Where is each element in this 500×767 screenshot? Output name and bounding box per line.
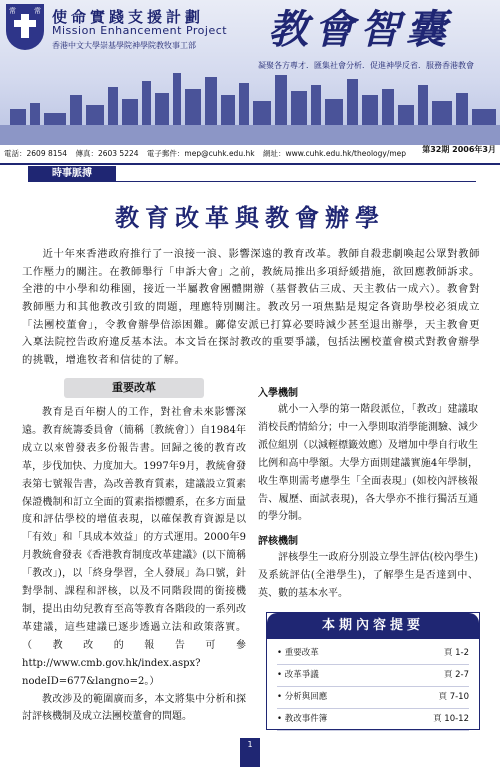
org-name-english: Mission Enhancement Project (52, 24, 228, 37)
contents-title: 本期內容提要 (267, 613, 479, 639)
header-divider (0, 163, 500, 165)
list-item[interactable] (277, 665, 469, 687)
email-address[interactable]: 電子郵件：mep@cuhk.edu.hk (146, 149, 255, 158)
right-column (258, 378, 478, 603)
cross-bar (14, 20, 36, 27)
crest-glyph-left: 常 (9, 7, 16, 15)
paragraph-key-reforms: 教育是百年樹人的工作，對社會未來影響深遠。教育統籌委員會（簡稱〔教統會〕）自1984年成立以來曾發表多份報告書。回歸之後的教育改革，步伐加快、力度加大。1997年9月，教統會發表第七號報告書，為改善教育質素，建議設立質素保證機制和訂立全面的質素指標體系，在多方面量度和評估學校的增值表現，以確保教育資源是以「有效」和「具成本效益」的方式運用。2000年9月教統會發表《香港教育制度改革建議》(以下簡稱「教改」)，以「終身學習，全人發展」為口號，針對學制、課程和評核，以及不同階段間的銜接機制，提出由幼兒教育至高等教育各階段的一系列改革建議，這些建議已逐步透過立法和政策落實。（教改的報告可參http://www.cmb.gov.hk/index.aspx?nodeID=677&langno=2。） (22, 407, 246, 687)
college-crest-icon (6, 4, 44, 50)
section-heading-admission: 入學機制 (258, 388, 298, 399)
issue-number: 32 (430, 145, 442, 154)
paragraph-admission: 就小一入學的第一階段派位，「教改」建議取消校長酌情給分；中一入學則取消學能測驗、減少派位組別（以減輕標籤效應）及增加中學自行收生比例和高中學額。大學方面則建議實施4年學制，收生準則需考慮學生「全面表現」(如校內評核報告、履歷、面試表現)，各大學亦不推行獨活互通的學分制。 (258, 404, 478, 523)
section-heading-assessment: 評核機制 (258, 536, 298, 548)
newsletter-title: 教會智囊 (268, 6, 452, 53)
contents-item-label: • 重要改革 (277, 643, 319, 664)
contents-item-page: 頁 7-10 (438, 692, 469, 702)
paragraph-scope: 教改涉及的範圍廣而多，本文將集中分析和探討評核機制及成立法團校董會的問題。 (22, 693, 246, 723)
issue-date: 2006年3月 (452, 145, 496, 154)
page-number: 1 (240, 738, 260, 767)
tagline: 凝聚各方專才．匯集社會分析．促進神學反省．服務香港教會 (258, 61, 474, 70)
website-url[interactable]: 網址：www.cuhk.edu.hk/theology/mep (262, 149, 407, 158)
contents-box (266, 612, 480, 730)
list-item[interactable] (277, 709, 469, 731)
crest-glyph-right: 常 (34, 7, 41, 15)
contents-item-page: 頁 1-2 (443, 648, 469, 658)
contents-item-label: • 分析與回應 (277, 687, 327, 708)
phone-number: 電話：2609 8154 (4, 149, 68, 158)
contents-item-page: 頁 10-12 (433, 714, 469, 724)
contents-list (267, 639, 479, 731)
section-rule (116, 181, 476, 182)
list-item[interactable] (277, 643, 469, 665)
contents-item-label: • 教改事件簿 (277, 709, 327, 730)
org-name-chinese: 使命實踐支援計劃 (52, 8, 205, 26)
fax-number: 傳真：2603 5224 (75, 149, 139, 158)
section-heading-key-reforms: 重要改革 (64, 378, 204, 398)
masthead-banner (0, 0, 500, 145)
issue-suffix: 期 (441, 145, 450, 154)
issue-info (422, 144, 496, 155)
contents-item-page: 頁 2-7 (443, 670, 469, 680)
issue-prefix: 第 (422, 145, 431, 154)
paragraph-assessment: 評核學生一政府分別設立學生評估(校內學生)及系統評估(全港學生)，了解學生是否達到中、英、數的基本水平。 (258, 552, 478, 600)
city-skyline-image (0, 65, 500, 145)
article-title: 教育改革與教會辦學 (115, 203, 385, 232)
org-department: 香港中文大學崇基學院神學院教牧事工部 (52, 41, 196, 50)
article-intro: 近十年來香港政府推行了一浪接一浪、影響深遠的教育改革。教師自殺悲劇喚起公眾對教師工作壓力的關注。在教師舉行「申訴大會」之前，教統局推出多項紓緩措施，欲回應教師訴求。全港的中小學和幼稚園，接近一半屬教會團體開辦（基督教佔三成、天主教佔一成六）。教會對教師壓力和其他教改引致的問題，理應特別關注。教改另一項焦點是規定各資助學校必須成立「法團校董會」，令教會辦學倍添困難。鄺偉安派已打算必要時減少甚至退出辦學，天主教會更入稟法院控告政府違反基本法。本文旨在探討教改的重要爭議，包括法團校董會模式對教會辦學的挑戰，增進牧者和信徒的了解。 (22, 248, 480, 366)
list-item[interactable] (277, 687, 469, 709)
section-tab: 時事脈搏 (28, 166, 116, 182)
contents-item-label: • 改革爭議 (277, 665, 319, 686)
left-column (22, 378, 246, 726)
